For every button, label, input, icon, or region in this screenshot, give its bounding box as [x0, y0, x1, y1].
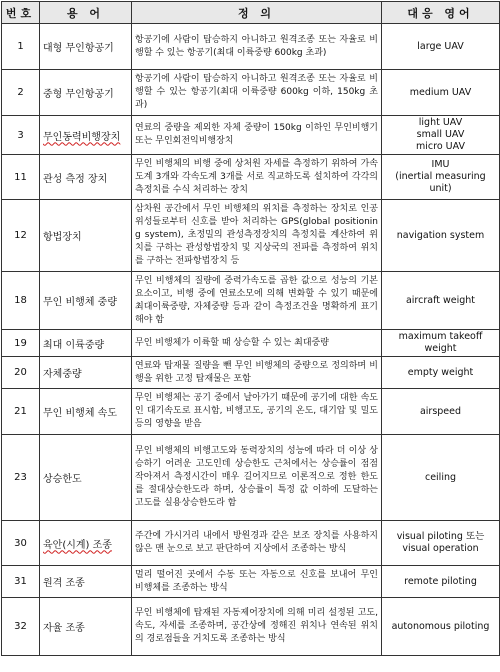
- row-number: 19: [2, 330, 40, 357]
- row-english: remote piloting: [382, 566, 500, 598]
- header-english: 대응 영어: [382, 2, 500, 24]
- table-row: [2, 521, 500, 566]
- row-english: empty weight: [382, 357, 500, 389]
- table-row: [2, 70, 500, 116]
- row-number: 1: [2, 24, 40, 70]
- row-term: 무인 비행체 속도: [40, 389, 132, 435]
- table-row: [2, 566, 500, 598]
- row-definition: 연료와 탑재물 질량을 뺀 무인 비행체의 중량으로 정의하며 비행을 위한 고정 탑재물은 포함: [132, 357, 382, 389]
- row-definition: 주간에 가시거리 내에서 방원경과 같은 보조 장치를 사용하지 않은 맨 눈으로 보고 판단하여 지상에서 조종하는 방식: [132, 521, 382, 566]
- row-english: airspeed: [382, 389, 500, 435]
- row-term: 무인 비행체 중량: [40, 272, 132, 330]
- row-english: IMU (inertial measuring unit): [382, 155, 500, 200]
- row-term: 대형 무인항공기: [40, 24, 132, 70]
- row-english: autonomous piloting: [382, 598, 500, 656]
- row-english: navigation system: [382, 200, 500, 272]
- row-term: 무인동력비행장치: [43, 131, 121, 143]
- row-term: 원격 조종: [40, 566, 132, 598]
- row-number: 20: [2, 357, 40, 389]
- row-number: 31: [2, 566, 40, 598]
- table-row: [2, 598, 500, 656]
- table-row: [2, 272, 500, 330]
- row-definition: 연료의 중량을 제외한 자체 중량이 150kg 이하인 무인비행기 또는 무인회전익비행장치: [132, 116, 382, 155]
- table-row: [2, 389, 500, 435]
- table-row: [2, 330, 500, 357]
- row-term: 상승한도: [40, 435, 132, 521]
- row-english: ceiling: [382, 435, 500, 521]
- row-definition: 무인 비행체는 공기 중에서 날아가기 때문에 공기에 대한 속도인 대기속도로 표시함, 비행고도, 공기의 온도, 대기압 및 밀도 등의 영향을 받음: [132, 389, 382, 435]
- header-no: 번호: [2, 2, 40, 24]
- header-definition: 정 의: [132, 2, 382, 24]
- row-definition: 무인 비행체에 탑재된 자동제어장치에 의해 미리 설정된 고도, 속도, 자세를 조종하며, 공간상에 정해진 위치나 연속된 위치의 경로점들을 거치도록 조종하는 방식: [132, 598, 382, 656]
- table-row: [2, 357, 500, 389]
- row-definition: 항공기에 사람이 탑승하지 아니하고 원격조종 또는 자율로 비행할 수 있는 항공기(최대 이륙중량 600kg 이하, 150kg 초과): [132, 70, 382, 116]
- row-term: 항법장치: [40, 200, 132, 272]
- table-row: [2, 435, 500, 521]
- row-definition: 항공기에 사람이 탑승하지 아니하고 원격조종 또는 자율로 비행할 수 있는 항공기(최대 이륙중량 600kg 초과): [132, 24, 382, 70]
- table-row: [2, 116, 500, 155]
- row-english: large UAV: [382, 24, 500, 70]
- row-definition: 멀리 떨어진 곳에서 수동 또는 자동으로 신호를 보내어 무인 비행체를 조종하는 방식: [132, 566, 382, 598]
- row-english: visual piloting 또는 visual operation: [382, 521, 500, 566]
- table-row: [2, 155, 500, 200]
- glossary-table: [1, 1, 500, 656]
- row-number: 23: [2, 435, 40, 521]
- row-term: 관성 측정 장치: [40, 155, 132, 200]
- row-term: 중형 무인항공기: [40, 70, 132, 116]
- row-definition: 삼차원 공간에서 무인 비행체의 위치를 측정하는 장치로 인공위성들로부터 신호를 받아 처리하는 GPS(global positioning system), 초정밀의 관성측정장치의 측정치를 계산하여 위치를 구하는 관성항법장치 및 지상국의 전파를 측정하여 위치를 구하는 전파항법장치 등: [132, 200, 382, 272]
- header-term: 용 어: [40, 2, 132, 24]
- table-row: [2, 200, 500, 272]
- row-english: light UAV small UAV micro UAV: [382, 116, 500, 155]
- row-number: 3: [2, 116, 40, 155]
- row-term: 자체중량: [40, 357, 132, 389]
- row-english: aircraft weight: [382, 272, 500, 330]
- row-definition: 무인 비행체의 질량에 중력가속도를 곱한 값으로 성능의 기본요소이고, 비행 중에 연료소모에 의해 변화할 수 있기 때문에 최대이륙중량, 자체중량 등과 같이 측정조건을 명확하게 표기해야 함: [132, 272, 382, 330]
- row-number: 30: [2, 521, 40, 566]
- row-english: maximum takeoff weight: [382, 330, 500, 357]
- row-number: 11: [2, 155, 40, 200]
- row-definition: 무인 비행체의 비행고도와 동력장치의 성능에 따라 더 이상 상승하기 어려운 고도인데 상승한도 근처에서는 상승률이 점점 작아져서 측정시간이 매우 길어지므로 이론적으로 정한 한도를 절대상승한도라 하며, 상승률이 특정 값 이하에 도달하는 고도를 실용상승한도라 함: [132, 435, 382, 521]
- header-row: [2, 2, 500, 24]
- row-number: 2: [2, 70, 40, 116]
- row-term: 육안(시계) 조종: [43, 539, 112, 551]
- row-number: 32: [2, 598, 40, 656]
- row-english: medium UAV: [382, 70, 500, 116]
- row-definition: 무인 비행체의 비행 중에 상처원 자세를 측정하기 위하여 가속도계 3개와 각속도계 3개를 서로 직교하도록 설치하여 각각의 측정치를 수식 처리하는 장치: [132, 155, 382, 200]
- row-definition: 무인 비행체가 이륙할 때 상승할 수 있는 최대중량: [132, 330, 382, 357]
- row-number: 21: [2, 389, 40, 435]
- row-term: 자율 조종: [40, 598, 132, 656]
- table-row: [2, 24, 500, 70]
- row-number: 18: [2, 272, 40, 330]
- row-term: 최대 이륙중량: [40, 330, 132, 357]
- row-number: 12: [2, 200, 40, 272]
